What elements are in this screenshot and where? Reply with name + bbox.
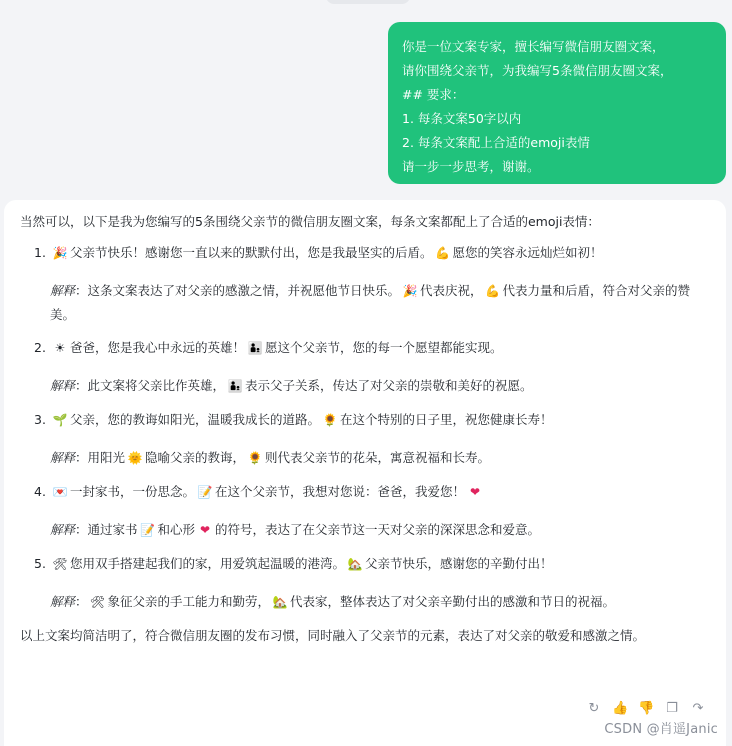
red-heart-icon: ❤: [200, 523, 211, 537]
item-copy-text: 🛠 您用双手搭建起我们的家，用爱筑起温暖的港湾。 🏡 父亲节快乐，感谢您的辛勤付出！: [50, 552, 712, 576]
message-actions-toolbar: [586, 701, 706, 716]
csdn-watermark: CSDN @肖遥Janic: [604, 722, 718, 737]
user-message-line: 2. 每条文案配上合适的emoji表情: [402, 135, 590, 150]
item-number: 1.: [34, 245, 46, 260]
user-message-bubble: [388, 22, 726, 184]
sunflower-icon: 🌻: [247, 451, 263, 465]
list-item: [20, 552, 712, 614]
explain-label: 解释: [50, 378, 76, 393]
party-popper-icon: 🎉: [52, 246, 68, 260]
thumbs-up-icon[interactable]: 👍: [612, 701, 629, 716]
assistant-answer-card: [4, 200, 726, 746]
item-copy-text: 🌱 父亲，您的教诲如阳光，温暖我成长的道路。 🌻 在这个特别的日子里，祝您健康长寿！: [50, 408, 712, 432]
item-explanation: 解释：用阳光 🌞 隐喻父亲的教诲， 🌻 则代表父亲节的花朵，寓意祝福和长寿。: [50, 446, 712, 470]
user-message-line: 1. 每条文案50字以内: [402, 111, 522, 126]
memo-icon: 📝: [140, 523, 155, 537]
seedling-icon: 🌱: [52, 413, 68, 427]
item-explanation: 解释：通过家书 📝 和心形 ❤ 的符号，表达了在父亲节这一天对父亲的深深思念和爱意。: [50, 518, 712, 542]
sun-icon: ☀: [54, 341, 66, 355]
item-explanation: 解释： 🛠 象征父亲的手工能力和勤劳， 🏡 代表家，整体表达了对父亲辛勤付出的感激和节日的祝福。: [50, 590, 712, 614]
answer-outro: 以上文案均简洁明了，符合微信朋友圈的发布习惯，同时融入了父亲节的元素，表达了对父亲的敬爱和感激之情。: [20, 628, 646, 643]
refresh-icon[interactable]: ↻: [588, 701, 600, 716]
flexed-biceps-icon: 💪: [485, 284, 501, 298]
red-heart-icon: ❤: [470, 485, 481, 499]
sun-face-icon: 🌞: [127, 451, 143, 465]
user-message-line: ## 要求：: [402, 87, 465, 102]
list-item: [20, 336, 712, 398]
explain-label: 解释: [50, 522, 76, 537]
copy-list: [20, 241, 712, 614]
father-son-icon: 👨‍👦: [227, 379, 243, 393]
item-explanation: 解释：这条文案表达了对父亲的感激之情，并祝愿他节日快乐。 🎉 代表庆祝， 💪 代表力量和后盾，符合对父亲的赞美。: [50, 279, 712, 326]
hammer-wrench-icon: 🛠: [52, 557, 68, 571]
sunflower-icon: 🌻: [322, 413, 338, 427]
flexed-biceps-icon: 💪: [435, 246, 450, 260]
item-copy-text: 🎉 父亲节快乐！感谢您一直以来的默默付出，您是我最坚实的后盾。 💪 愿您的笑容永远灿烂如初！: [50, 241, 712, 265]
list-item: [20, 408, 712, 470]
house-garden-icon: 🏡: [272, 595, 288, 609]
love-letter-icon: 💌: [52, 485, 68, 499]
memo-icon: 📝: [197, 485, 213, 499]
party-popper-icon: 🎉: [402, 284, 418, 298]
item-number: 2.: [34, 340, 46, 355]
item-explanation: 解释：此文案将父亲比作英雄， 👨‍👦 表示父子关系，传达了对父亲的崇敬和美好的祝愿。: [50, 374, 712, 398]
user-message-line: 你是一位文案专家，擅长编写微信朋友圈文案，: [402, 39, 665, 54]
share-icon[interactable]: ↷: [692, 701, 704, 716]
user-message-line: 请你围绕父亲节，为我编写5条微信朋友圈文案，: [402, 63, 673, 78]
father-son-icon: 👨‍👦: [247, 341, 263, 355]
user-message-line: 请一步一步思考，谢谢。: [402, 159, 540, 174]
list-item: [20, 480, 712, 542]
copy-icon[interactable]: ❐: [666, 701, 678, 716]
thumbs-down-icon[interactable]: 👎: [638, 701, 655, 716]
item-number: 3.: [34, 412, 46, 427]
item-copy-text: ☀ 爸爸，您是我心中永远的英雄！ 👨‍👦 愿这个父亲节，您的每一个愿望都能实现。: [50, 336, 712, 360]
item-number: 4.: [34, 484, 46, 499]
list-item: [20, 241, 712, 326]
item-copy-text: 💌 一封家书，一份思念。 📝 在这个父亲节，我想对您说：爸爸，我爱您！ ❤: [50, 480, 712, 504]
hammer-wrench-icon: 🛠: [89, 595, 106, 609]
answer-intro: 当然可以，以下是我为您编写的5条围绕父亲节的微信朋友圈文案，每条文案都配上了合适的emoji表情：: [20, 214, 600, 229]
house-garden-icon: 🏡: [347, 557, 363, 571]
previous-message-stub: [326, 0, 410, 4]
explain-label: 解释: [50, 594, 76, 609]
item-number: 5.: [34, 556, 46, 571]
explain-label: 解释: [50, 283, 76, 298]
explain-label: 解释: [50, 450, 76, 465]
